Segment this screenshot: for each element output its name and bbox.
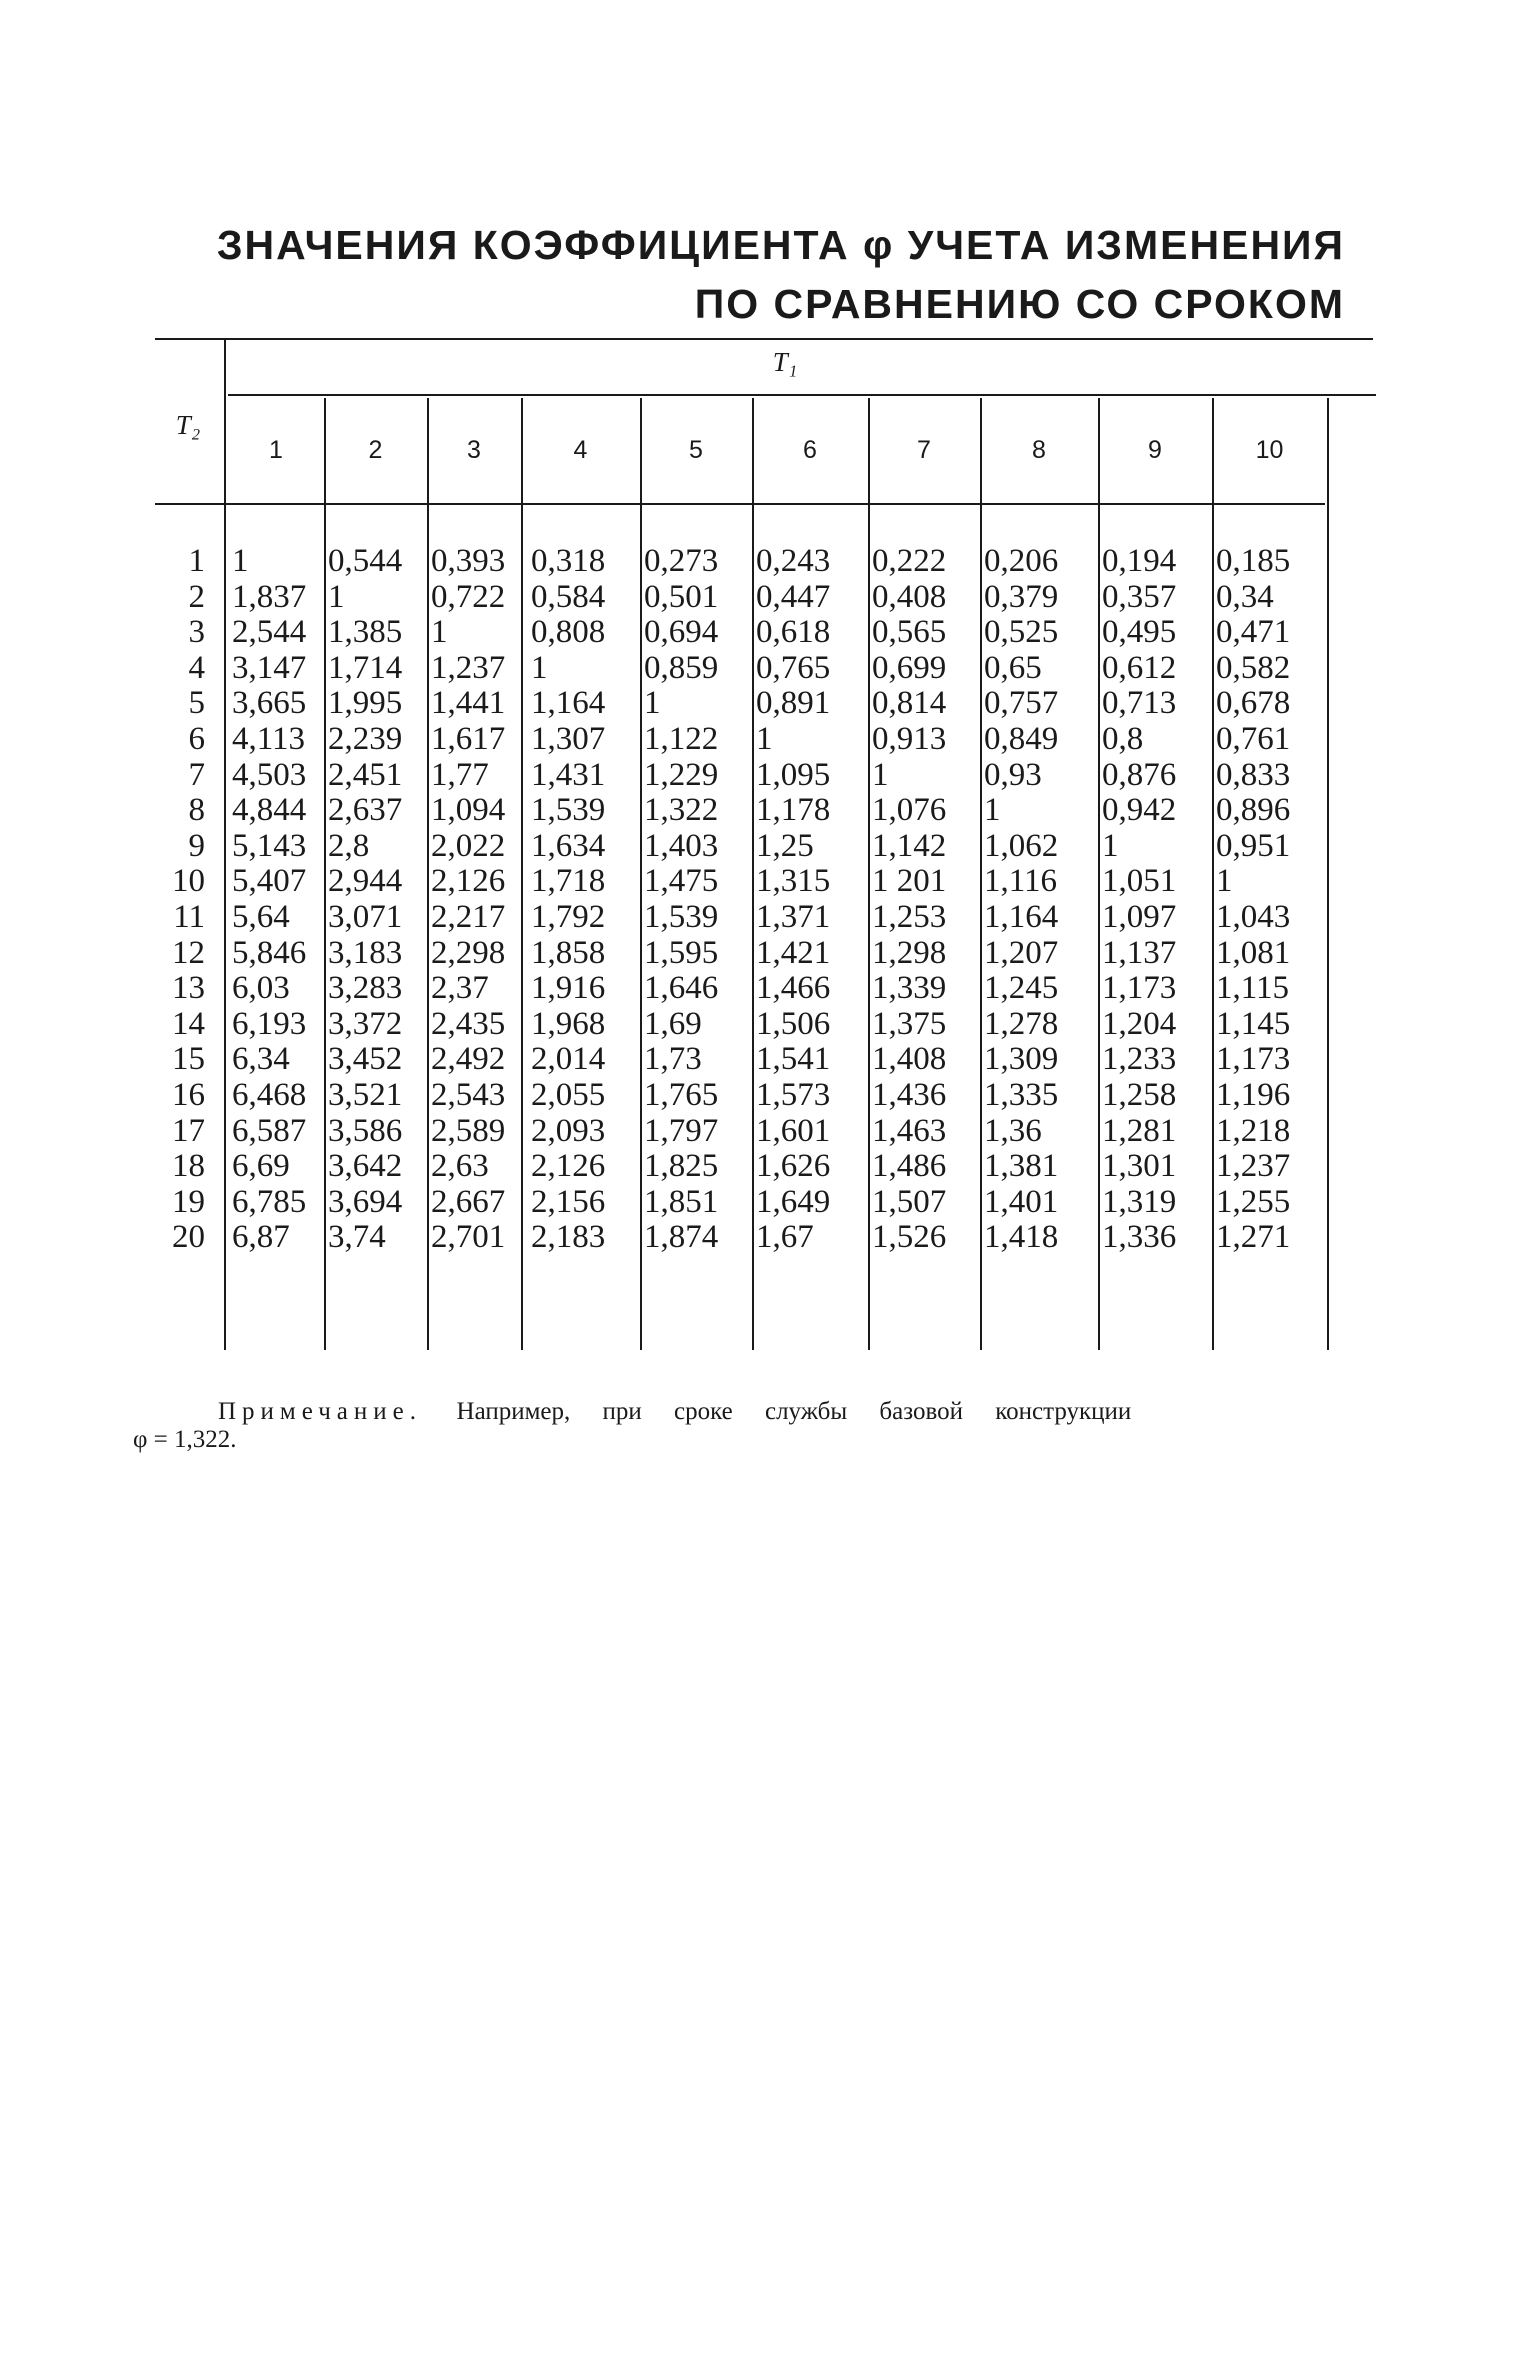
table-cell: 1,765 — [644, 1077, 719, 1113]
table-cell: 1,507 — [872, 1183, 947, 1220]
table-cell: 2,022 — [431, 827, 506, 864]
column-divider — [868, 398, 870, 1350]
table-cell: 2,701 — [431, 1219, 506, 1256]
table-cell: 0,612 — [1102, 649, 1177, 686]
row-label: 3 — [188, 614, 205, 651]
title-line-1: ЗНАЧЕНИЯ КОЭФФИЦИЕНТА φ УЧЕТА ИЗМЕНЕНИЯ — [216, 222, 1345, 268]
table-cell: 1,116 — [984, 863, 1058, 900]
row-header-t2: T₂ — [175, 410, 201, 440]
table-cell: 0,495 — [1102, 614, 1177, 651]
column-header: 4 — [573, 436, 588, 464]
table-cell: 0,618 — [756, 614, 831, 651]
table-cell: 2,093 — [531, 1112, 606, 1149]
table-cell: 0,34 — [1216, 578, 1274, 615]
column-header: 7 — [917, 436, 931, 464]
table-cell: 1 — [872, 756, 889, 793]
table-cell: 2,126 — [431, 863, 506, 900]
table-cell: 0,699 — [872, 649, 947, 686]
table-cell: 1,67 — [756, 1219, 814, 1256]
table-cell: 1,381 — [984, 1148, 1059, 1185]
row-label: 12 — [172, 934, 205, 971]
table-cell: 0,765 — [756, 649, 831, 686]
table-cell: 1,095 — [756, 756, 831, 793]
table-cell: 1 — [1216, 863, 1233, 900]
table-cell: 1,196 — [1216, 1077, 1291, 1113]
title-line-2: ПО СРАВНЕНИЮ СО СРОКОМ — [694, 281, 1345, 327]
table-cell: 4,503 — [232, 756, 307, 793]
table-cell: 2,298 — [431, 934, 506, 971]
table-cell: 1,851 — [644, 1183, 719, 1220]
table-cell: 1,315 — [756, 863, 831, 900]
table-cell: 1,408 — [872, 1041, 947, 1078]
table-cell: 0,849 — [984, 721, 1059, 757]
table-cell: 2,014 — [531, 1041, 606, 1078]
table-cell: 1,539 — [644, 899, 719, 935]
table-cell: 1,418 — [984, 1219, 1059, 1256]
table-cell: 1,874 — [644, 1219, 719, 1256]
table-cell: 1,164 — [984, 899, 1059, 935]
column-header: 1 — [269, 436, 283, 464]
table-cell: 1,539 — [531, 792, 606, 829]
table-cell: 5,64 — [232, 899, 290, 935]
table-cell: 0,833 — [1216, 756, 1291, 793]
header-subrule — [228, 394, 1376, 396]
column-header: 9 — [1148, 436, 1162, 464]
table-cell: 1 — [328, 578, 345, 615]
table-cell: 1,385 — [328, 614, 403, 651]
table-cell: 1,36 — [984, 1112, 1042, 1149]
table-cell: 1,375 — [872, 1005, 947, 1042]
table-cell: 1,173 — [1102, 970, 1177, 1007]
table-cell: 1 — [984, 792, 1001, 829]
table-cell: 3,665 — [232, 685, 307, 722]
table-cell: 1,245 — [984, 970, 1059, 1007]
table-cell: 3,452 — [328, 1041, 403, 1078]
column-divider — [521, 398, 523, 1350]
table-cell: 1,229 — [644, 756, 719, 793]
table-cell: 0,501 — [644, 578, 719, 615]
table-cell: 3,74 — [328, 1219, 386, 1256]
table-cell: 1 — [644, 685, 661, 722]
table-cell: 2,8 — [328, 827, 370, 864]
column-divider — [1098, 398, 1100, 1350]
column-divider — [324, 398, 326, 1350]
table-cell: 1,466 — [756, 970, 831, 1007]
row-label: 10 — [172, 863, 205, 900]
table-cell: 0,951 — [1216, 827, 1291, 864]
table-cell: 1,233 — [1102, 1041, 1177, 1078]
row-label: 17 — [172, 1112, 205, 1149]
table-cell: 6,03 — [232, 970, 290, 1007]
table-cell: 2,435 — [431, 1005, 506, 1042]
table-cell: 6,468 — [232, 1077, 307, 1113]
table-cell: 1,69 — [644, 1005, 702, 1042]
table-cell: 1,051 — [1102, 863, 1177, 900]
table-cell: 1,646 — [644, 970, 719, 1007]
table-cell: 0,65 — [984, 649, 1042, 686]
row-label: 14 — [172, 1005, 205, 1042]
table-cell: 1,634 — [531, 827, 606, 864]
table-cell: 1,541 — [756, 1041, 831, 1078]
table-cell: 1,204 — [1102, 1005, 1177, 1042]
table-cell: 0,694 — [644, 614, 719, 651]
table-cell: 1,718 — [531, 863, 606, 900]
table-cell: 1,77 — [431, 756, 489, 793]
table-cell: 1,237 — [431, 649, 506, 686]
table-cell: 0,206 — [984, 543, 1059, 579]
column-divider — [752, 398, 754, 1350]
table-cell: 4,113 — [232, 721, 306, 757]
table-cell: 3,147 — [232, 649, 307, 686]
table-cell: 1,573 — [756, 1077, 831, 1113]
row-label: 11 — [173, 899, 205, 935]
table-cell: 1,73 — [644, 1041, 702, 1078]
table-cell: 1,307 — [531, 721, 606, 757]
table-cell: 6,587 — [232, 1112, 307, 1149]
note-text: Например, при сроке службы базовой конструкции — [456, 1398, 1132, 1425]
table-cell: 0,891 — [756, 685, 831, 722]
table-cell: 6,785 — [232, 1183, 307, 1220]
table-cell: 1,258 — [1102, 1077, 1177, 1113]
table-cell: 2,156 — [531, 1183, 606, 1220]
table-cell: 6,193 — [232, 1005, 307, 1042]
row-label: 8 — [188, 792, 205, 829]
table-cell: 1,145 — [1216, 1005, 1291, 1042]
row-label: 5 — [188, 685, 205, 722]
table-cell: 1,792 — [531, 899, 606, 935]
table-cell: 1,207 — [984, 934, 1059, 971]
row-label: 1 — [188, 543, 205, 579]
table-cell: 1,255 — [1216, 1183, 1291, 1220]
table-cell: 1,463 — [872, 1112, 947, 1149]
table-cell: 2,183 — [531, 1219, 606, 1256]
table-cell: 1 — [531, 649, 548, 686]
table-cell: 0,8 — [1102, 721, 1144, 757]
table-cell: 5,143 — [232, 827, 307, 864]
table-cell: 0,93 — [984, 756, 1042, 793]
table-cell: 1,298 — [872, 934, 947, 971]
table-cell: 0,757 — [984, 685, 1059, 722]
table-cell: 1,916 — [531, 970, 606, 1007]
table-cell: 1 — [1102, 827, 1119, 864]
column-header: 2 — [368, 436, 383, 464]
row-label: 7 — [188, 756, 205, 793]
table-cell: 1,278 — [984, 1005, 1059, 1042]
table-cell: 2,589 — [431, 1112, 506, 1149]
table-cell: 1,142 — [872, 827, 947, 864]
table-cell: 1,431 — [531, 756, 606, 793]
note-label: Примечание. — [218, 1398, 423, 1425]
table-cell: 2,944 — [328, 863, 403, 900]
table-cell: 1,115 — [1216, 970, 1290, 1007]
table-cell: 3,642 — [328, 1148, 403, 1185]
table-cell: 3,586 — [328, 1112, 403, 1149]
column-divider — [980, 398, 982, 1350]
column-header: 8 — [1032, 436, 1046, 464]
row-label: 19 — [172, 1183, 205, 1220]
table-cell: 2,126 — [531, 1148, 606, 1185]
table-cell: 1,441 — [431, 685, 506, 722]
header-bottom-rule — [155, 503, 1325, 505]
table-cell: 1,137 — [1102, 934, 1177, 971]
table-cell: 1,436 — [872, 1077, 947, 1113]
table-cell: 5,846 — [232, 934, 307, 971]
table-cell: 1,626 — [756, 1148, 831, 1185]
table-cell: 1,097 — [1102, 899, 1177, 935]
table-cell: 0,713 — [1102, 685, 1177, 722]
table-cell: 1,401 — [984, 1183, 1059, 1220]
table-cell: 1,825 — [644, 1148, 719, 1185]
column-header: 5 — [689, 436, 703, 464]
table-cell: 1,218 — [1216, 1112, 1291, 1149]
row-label: 20 — [172, 1219, 205, 1256]
note-line-1 — [218, 1398, 1131, 1426]
table-cell: 0,185 — [1216, 543, 1291, 579]
table-cell: 1,281 — [1102, 1112, 1177, 1149]
row-label: 16 — [172, 1077, 205, 1113]
table-cell: 2,667 — [431, 1183, 506, 1220]
table-cell: 3,071 — [328, 899, 403, 935]
table-cell: 2,217 — [431, 899, 506, 935]
table-cell: 0,808 — [531, 614, 606, 651]
table-cell: 0,471 — [1216, 614, 1291, 651]
table-cell: 0,876 — [1102, 756, 1177, 793]
table-cell: 1,062 — [984, 827, 1059, 864]
table-cell: 0,722 — [431, 578, 506, 615]
column-header: 6 — [803, 436, 817, 464]
table-cell: 0,942 — [1102, 792, 1177, 829]
column-divider — [1327, 398, 1329, 1350]
table-cell: 1,486 — [872, 1148, 947, 1185]
table-cell: 0,379 — [984, 578, 1059, 615]
table-cell: 0,408 — [872, 578, 947, 615]
table-cell: 1,617 — [431, 721, 506, 757]
table-cell: 1,253 — [872, 899, 947, 935]
table-cell: 0,194 — [1102, 543, 1177, 579]
table-cell: 0,243 — [756, 543, 831, 579]
table-cell: 6,87 — [232, 1219, 290, 1256]
table-cell: 1,526 — [872, 1219, 947, 1256]
table-cell: 0,913 — [872, 721, 947, 757]
table-cell: 1,797 — [644, 1112, 719, 1149]
table-cell: 1,173 — [1216, 1041, 1291, 1078]
table-cell: 2,543 — [431, 1077, 506, 1113]
table-cell: 1,076 — [872, 792, 947, 829]
table-cell: 1,995 — [328, 685, 403, 722]
table-cell: 0,318 — [531, 543, 606, 579]
table-cell: 0,525 — [984, 614, 1059, 651]
note-line-2: φ = 1,322. — [133, 1426, 237, 1453]
row-label: 13 — [172, 970, 205, 1007]
table-cell: 1,336 — [1102, 1219, 1177, 1256]
table-cell: 4,844 — [232, 792, 307, 829]
table-cell: 1,649 — [756, 1183, 831, 1220]
table-cell: 1,122 — [644, 721, 719, 757]
table-cell: 3,183 — [328, 934, 403, 971]
table-cell: 1,164 — [531, 685, 606, 722]
table-cell: 1,237 — [1216, 1148, 1291, 1185]
table-cell: 0,273 — [644, 543, 719, 579]
table-cell: 1,178 — [756, 792, 831, 829]
table-cell: 1,301 — [1102, 1148, 1177, 1185]
column-header: 10 — [1255, 436, 1284, 464]
table-cell: 2,451 — [328, 756, 403, 793]
row-label: 18 — [172, 1148, 205, 1185]
table-cell: 1 — [232, 543, 249, 579]
table-cell: 0,678 — [1216, 685, 1291, 722]
table-cell: 5,407 — [232, 863, 307, 900]
table-cell: 1,837 — [232, 578, 307, 615]
column-divider — [640, 398, 642, 1350]
table-cell: 1,403 — [644, 827, 719, 864]
table-cell: 1,968 — [531, 1005, 606, 1042]
table-cell: 2,055 — [531, 1077, 606, 1113]
table-cell: 1,335 — [984, 1077, 1059, 1113]
table-cell: 0,447 — [756, 578, 831, 615]
table-cell: 0,761 — [1216, 721, 1291, 757]
row-label: 4 — [188, 649, 205, 686]
table-cell: 1,322 — [644, 792, 719, 829]
table-cell: 0,544 — [328, 543, 403, 579]
table-cell: 1 — [431, 614, 448, 651]
table-top-rule — [155, 338, 1373, 340]
table-cell: 0,584 — [531, 578, 606, 615]
table-cell: 2,63 — [431, 1148, 489, 1185]
row-label: 15 — [172, 1041, 205, 1078]
table-cell: 2,492 — [431, 1041, 506, 1078]
table-cell: 0,896 — [1216, 792, 1291, 829]
table-cell: 2,637 — [328, 792, 403, 829]
row-label: 9 — [188, 827, 205, 864]
col-group-header-t1: T₁ — [772, 347, 798, 377]
table-cell: 0,582 — [1216, 649, 1291, 686]
table-cell: 0,357 — [1102, 578, 1177, 615]
table-cell: 1,421 — [756, 934, 831, 971]
table-cell: 0,859 — [644, 649, 719, 686]
table-cell: 1,601 — [756, 1112, 831, 1149]
table-cell: 1,309 — [984, 1041, 1059, 1078]
table-cell: 1,339 — [872, 970, 947, 1007]
table-cell: 6,34 — [232, 1041, 290, 1078]
table-cell: 3,521 — [328, 1077, 403, 1113]
table-cell: 1,506 — [756, 1005, 831, 1042]
table-cell: 1,043 — [1216, 899, 1291, 935]
table-cell: 3,694 — [328, 1183, 403, 1220]
row-label: 6 — [188, 721, 205, 757]
column-divider — [1212, 398, 1214, 1350]
table-cell: 1 201 — [872, 863, 947, 900]
table-cell: 3,372 — [328, 1005, 403, 1042]
table-cell: 1,319 — [1102, 1183, 1177, 1220]
table-cell: 0,393 — [431, 543, 506, 579]
column-header: 3 — [467, 436, 481, 464]
column-divider — [427, 398, 429, 1350]
table-cell: 1,271 — [1216, 1219, 1291, 1256]
table-cell: 0,565 — [872, 614, 947, 651]
table-cell: 2,239 — [328, 721, 403, 757]
table-cell: 1,371 — [756, 899, 831, 935]
table-cell: 0,222 — [872, 543, 947, 579]
table-cell: 1,595 — [644, 934, 719, 971]
stub-divider — [224, 340, 226, 1350]
table-cell: 3,283 — [328, 970, 403, 1007]
table-cell: 1,714 — [328, 649, 403, 686]
table-cell: 6,69 — [232, 1148, 290, 1185]
row-label: 2 — [188, 578, 205, 615]
table-cell: 2,544 — [232, 614, 307, 651]
table-cell: 1,858 — [531, 934, 606, 971]
table-cell: 1,094 — [431, 792, 506, 829]
table-cell: 1 — [756, 721, 773, 757]
table-cell: 1,475 — [644, 863, 719, 900]
table-cell: 1,081 — [1216, 934, 1291, 971]
table-cell: 0,814 — [872, 685, 947, 722]
table-cell: 1,25 — [756, 827, 814, 864]
table-cell: 2,37 — [431, 970, 489, 1007]
